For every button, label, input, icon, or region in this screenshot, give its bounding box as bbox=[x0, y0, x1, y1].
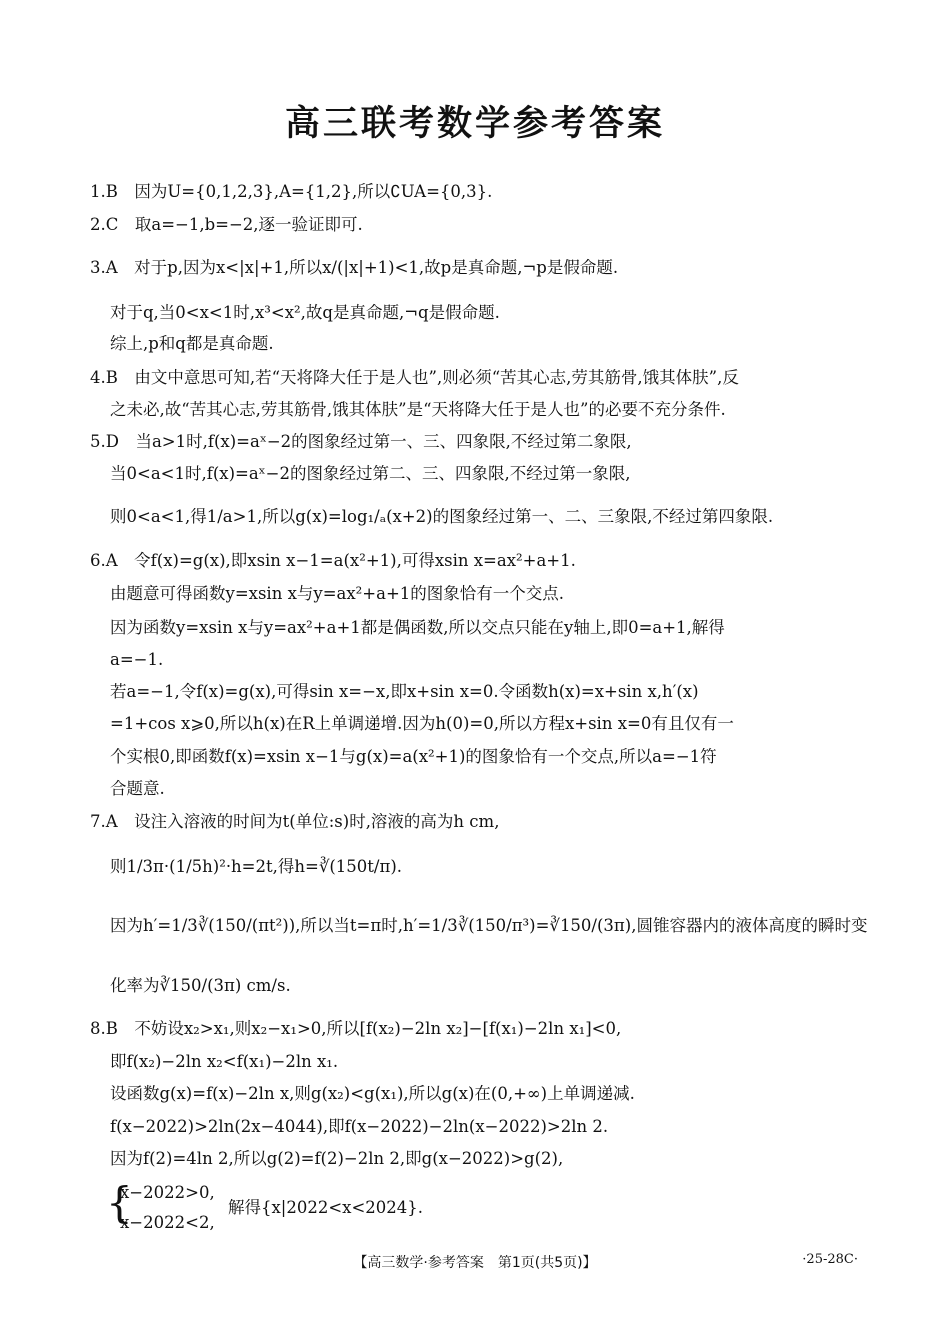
answer-6-step-3: 若a=−1,令f(x)=g(x),可得sin x=−x,即x+sin x=0.令函数h(x)=x+sin x,h′(x) bbox=[110, 682, 699, 701]
answer-8-line: 8.B 不妨设x₂>x₁,则x₂−x₁>0,所以[f(x₂)−2ln x₂]−[f(x₁)−2ln x₁]<0, bbox=[90, 1019, 622, 1038]
answer-6-step-3b: =1+cos x⩾0,所以h(x)在R上单调递增.因为h(0)=0,所以方程x+sin x=0有且仅有一 bbox=[110, 714, 734, 733]
page-title: 高三联考数学参考答案 bbox=[284, 104, 665, 144]
answer-6-step-3-end: 合题意. bbox=[110, 779, 165, 798]
system-inequality-2: x−2022<2, bbox=[120, 1213, 215, 1232]
answer-2-line: 2.C 取a=−1,b=−2,逐一验证即可. bbox=[90, 215, 363, 234]
answer-7-line: 7.A 设注入溶液的时间为t(单位:s)时,溶液的高为h cm, bbox=[90, 812, 500, 831]
answer-4-continued: 之未必,故“苦其心志,劳其筋骨,饿其体肤”是“天将降大任于是人也”的必要不充分条件. bbox=[110, 400, 726, 419]
system-solution: 解得{x|2022<x<2024}. bbox=[228, 1198, 424, 1217]
answer-6-step-3c: 个实根0,即函数f(x)=xsin x−1与g(x)=a(x²+1)的图象恰有一个交点,所以a=−1符 bbox=[110, 747, 717, 766]
answer-8-step-2: 设函数g(x)=f(x)−2ln x,则g(x₂)<g(x₁),所以g(x)在(0,+∞)上单调递减. bbox=[110, 1084, 635, 1103]
answer-6-step-1: 由题意可得函数y=xsin x与y=ax²+a+1的图象恰有一个交点. bbox=[110, 584, 565, 603]
answer-1-line: 1.B 因为U={0,1,2,3},A={1,2},所以∁UA={0,3}. bbox=[90, 182, 493, 201]
footer-exam-code: ·25-28C· bbox=[802, 1252, 858, 1267]
footer-page-info: 【高三数学·参考答案 第1页(共5页)】 bbox=[353, 1255, 597, 1271]
answer-5-line: 5.D 当a>1时,f(x)=aˣ−2的图象经过第一、三、四象限,不经过第二象限, bbox=[90, 432, 632, 451]
system-inequality-1: x−2022>0, bbox=[120, 1183, 215, 1202]
system-brace: { bbox=[106, 1178, 133, 1227]
answer-8-step-1: 即f(x₂)−2ln x₂<f(x₁)−2ln x₁. bbox=[110, 1052, 339, 1071]
answer-3-detail-q: 对于q,当0<x<1时,x³<x²,故q是真命题,¬q是假命题. bbox=[110, 303, 500, 322]
answer-6-step-2: 因为函数y=xsin x与y=ax²+a+1都是偶函数,所以交点只能在y轴上,即0=a+1,解得 bbox=[110, 618, 725, 637]
answer-3-line: 3.A 对于p,因为x<|x|+1,所以x/(|x|+1)<1,故p是真命题,¬p是假命题. bbox=[90, 258, 619, 277]
answer-8-step-3: f(x−2022)>2ln(2x−4044),即f(x−2022)−2ln(x−2022)>2ln 2. bbox=[110, 1117, 609, 1136]
answer-7-result: 化率为∛150/(3π) cm/s. bbox=[110, 976, 291, 995]
answer-6-line: 6.A 令f(x)=g(x),即xsin x−1=a(x²+1),可得xsin x=ax²+a+1. bbox=[90, 551, 576, 570]
answer-3-summary: 综上,p和q都是真命题. bbox=[110, 334, 274, 353]
answer-8-step-4: 因为f(2)=4ln 2,所以g(2)=f(2)−2ln 2,即g(x−2022)>g(2), bbox=[110, 1149, 564, 1168]
answer-7-derivative: 因为h′=1/3∛(150/(πt²)),所以当t=π时,h′=1/3∛(150/π³)=∛150/(3π),圆锥容器内的液体高度的瞬时变 bbox=[110, 916, 868, 935]
answer-5-case-2: 当0<a<1时,f(x)=aˣ−2的图象经过第二、三、四象限,不经过第一象限, bbox=[110, 464, 631, 483]
answer-7-equation: 则1/3π·(1/5h)²·h=2t,得h=∛(150t/π). bbox=[110, 857, 402, 876]
answer-4-line: 4.B 由文中意思可知,若“天将降大任于是人也”,则必须“苦其心志,劳其筋骨,饿其体肤”,反 bbox=[90, 368, 739, 387]
answer-5-conclusion: 则0<a<1,得1/a>1,所以g(x)=log₁/ₐ(x+2)的图象经过第一、二、三象限,不经过第四象限. bbox=[110, 507, 774, 526]
answer-6-step-2-end: a=−1. bbox=[110, 650, 164, 669]
